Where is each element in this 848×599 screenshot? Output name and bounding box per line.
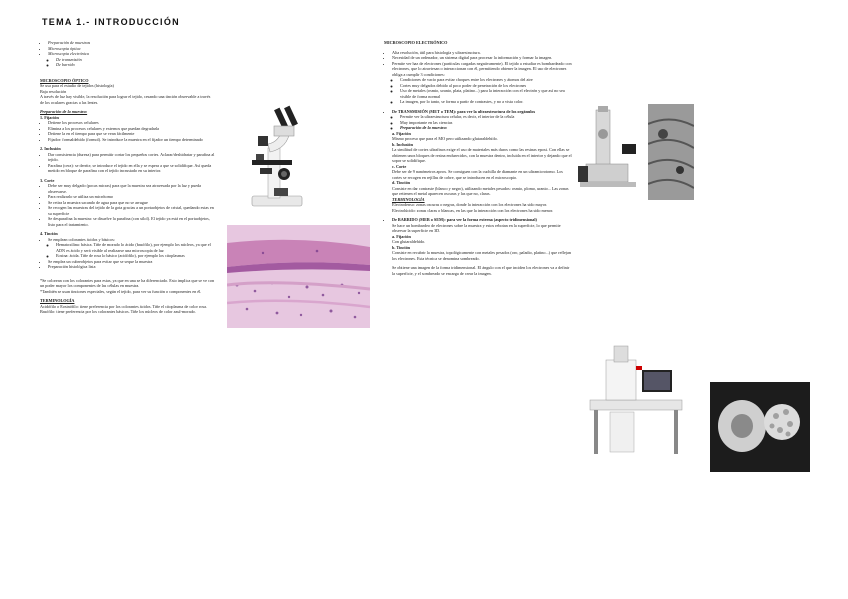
list-item: • Microscopia óptica xyxy=(48,46,215,52)
text-line: Baja resolución xyxy=(40,88,67,94)
list-item: • Preparación de muestras xyxy=(48,40,215,46)
section-title-me: MICROSCOPIO ELECTRÓNICO xyxy=(384,40,448,45)
list-item: ◦ Hematoxilina: básica. Tiñe de morado lo ácido (basófilo), por ejemplo los núcleos, ya que el ADN es ácido y será visible al realizarse una microscopía de luz xyxy=(56,242,215,253)
step-title: a. Fijación xyxy=(392,233,411,239)
intro-list xyxy=(40,40,215,68)
step-title: 1. Fijación xyxy=(40,114,59,120)
list-item: • Microscopia electrónica ◦ De transmisión ◦ De barrido xyxy=(48,51,215,68)
text-line: Consiste en recubrir la muestra, topológicamente con metales pesados (oro, paladio, platino...) que reflejan los electrones. Esta técnica se denomina sombreado. xyxy=(392,250,571,261)
step-title: b. Tinción xyxy=(392,244,411,250)
text-line: Basófilo: tiene preferencia por los colorantes básicos. Tiñe los núcleos de color azul-morado. xyxy=(40,309,196,314)
list-item: • Se retira la muestra sacando de agua para que no se arrugue xyxy=(48,200,215,206)
list-item: ◦ Cortes muy delgados debido al poco poder de penetración de los electrones xyxy=(400,83,572,89)
step-title: b. Inclusión xyxy=(392,141,413,147)
text-line: A través de luz hay visible, la resolución para lograr el tejido, cesando una tinción observable a través de los oculares gracias a las lentes. xyxy=(40,94,211,105)
list-item: • Se emplea un cubreobjetos para evitar que se seque la muestra xyxy=(48,259,215,265)
list-item: ◦ Muy importante en las ciencias xyxy=(400,120,572,126)
list-item: • Para realizarlo se utiliza un micrótomo xyxy=(48,194,215,200)
list-item: • Se desparafina la muestra: se disuelve la parafina (con xilol). El tejido ya está en el portaobjetos, listo para el tratamiento. xyxy=(48,216,215,227)
prep-title: Preparación de la muestra: xyxy=(40,109,88,114)
text-line: Se hace un bombardeo de electrones sobre la muestra y estos rebotan en la superficie, lo que permite observar la superficie en 3D. xyxy=(392,222,561,233)
text-line: Electrodenso: zonas oscuras o negras, donde la interacción con los electrones ha sido mayor. xyxy=(392,202,548,207)
step-title: 4. Tinción xyxy=(40,231,58,236)
list-item: • Debe ser muy delgado (pocas micras) para que la muestra sea atravesada por la luz y pueda observarse. xyxy=(48,183,215,194)
microscope-image xyxy=(228,96,314,214)
step-title: c. Corte xyxy=(392,163,407,169)
note: *Se colorean con los colorantes para estas, ya que en una se ha diferenciado. Esto implica que se ve con un poder mayor los componentes de las células en muestra. xyxy=(40,277,215,288)
note: *También se usan tinciones especiales, según el tejido, para ver su función o componentes en él. xyxy=(40,288,202,294)
text-line: Mismo proceso que para el MO pero utilizando glutaraldehído. xyxy=(392,136,498,141)
list-item: • Preparación histológica lista xyxy=(48,264,215,270)
text-line: Se obtiene una imagen de la forma tridimensional. El ángulo con el que inciden los electrones va a definir la superficie, y el sombreado se encarga de crear la imagen. xyxy=(392,265,570,276)
list-item: • Fijador: formaldehído (formol). Se introduce la muestra en el fijador un tiempo determinado xyxy=(48,137,215,143)
list-item: ◦ Uso de metales (osmio, uranio, plata, platino...) para la interacción con el electrón y que así no sea visible de forma normal xyxy=(400,88,572,99)
list-item: ◦ La imagen, por lo tanto, se forma a partir de contrastes, y no a vista color. xyxy=(400,99,572,105)
right-column xyxy=(384,40,572,276)
text-line: Electrolúcido: zonas claras o blancas, en las que la interacción con los electrones ha sido menor. xyxy=(392,207,554,213)
text-line: Debe ser de 9 nanómetros aprox. Se consiguen con la cuchilla de diamante en un ultramicrotomo. Los cortes se recogen en rejillas de cobre, que se introducen en el microscopio. xyxy=(392,169,563,180)
list-item: • Permite ver haz de electrones (partículas cargadas negativamente). El tejido a estudiar es bombardeado con electrones, que lo atraviesan o interaccionan con él, permitiendo obtener la imagen. El uso de electrones obliga a cumplir 3 condiciones: ◦ Condiciones de vacío para evitar choques entre los electrones y átomos del aire ◦ Cortes muy delgados debido al poco poder de penetración de los electrones ◦ Uso de metales (osmio, uranio, plata, platino...) para la interacción con el electrón y que así no sea visible de forma normal ◦ La imagen, por lo tanto, se forma a partir de contrastes, y no a vista color. xyxy=(392,61,572,105)
list-item: ◦ Condiciones de vacío para evitar choques entre los electrones y átomos del aire xyxy=(400,77,572,83)
step-title: 2. Inclusión xyxy=(40,146,61,151)
text-line: La similitud de cortes ultrafinos exige el uso de materiales más duros como las resinas epoxi. Con ellas se obtienen unos bloques de resina endurecidos, con la muestra dentro, incluida en el interior y dejando que el sopor se solidifique. xyxy=(392,147,572,163)
list-item: • Detiene los procesos celulares xyxy=(48,120,215,126)
sem-image xyxy=(710,382,810,472)
text-line: Con glutaraldehído. xyxy=(392,239,426,244)
list-item: • Detiene la en el tiempo para que se vean fácilmente xyxy=(48,131,215,137)
sem-microscope-image xyxy=(580,340,692,458)
page-title: TEMA 1.- INTRODUCCIÓN xyxy=(42,17,180,27)
list-item: • Elimina a los procesos celulares y externos que puedan degradarla xyxy=(48,126,215,132)
list-item: • Dar consistencia (dureza) para permitir cortar los pequeños cortes. Aclarar/deshidratar y parafina al tejido. xyxy=(48,152,215,163)
tem-microscope-image xyxy=(576,104,638,194)
step-title: 3. Corte xyxy=(40,177,55,183)
tem-image xyxy=(648,104,694,200)
list-item: • Alta resolución, útil para histología y ultraestructura. xyxy=(392,50,572,56)
list-item: • De TRANSMISIÓN (MET o TEM): para ver la ultraestructura de los orgánulos ◦ Permite ver la ultraestructura celular, es decir, el interior de la célula ◦ Muy importante en las ciencias ◦ Preparación de la muestra: xyxy=(392,109,572,131)
list-item: ◦ De barrido xyxy=(56,62,215,68)
text-line: Consiste en dar contraste (blanco y negro), utilizando metales pesados: osmio, plomo, uranio... Las zonas que retienen el metal aparecen oscuras y las que no, claras. xyxy=(392,185,569,196)
text-line: Acidófilo o Eosinófilo: tiene preferencia por los colorantes ácidos. Tiñe el citoplasma de color rosa. xyxy=(40,303,207,309)
text-line: Se usa para el estudio de tejidos (histología) xyxy=(40,83,114,88)
list-item: ◦ Eosina: ácida. Tiñe de rosa lo básico (acidófilo), por ejemplo los citoplasmas xyxy=(56,253,215,259)
list-item: • Se recogen las muestras del tejido de la gota gracias a un portaobjetos de cristal, quedando estas en su superficie xyxy=(48,205,215,216)
list-item: ◦ Permite ver la ultraestructura celular, es decir, el interior de la célula xyxy=(400,114,572,120)
list-item: • Se emplean colorantes ácidos y básicos: ◦ Hematoxilina: básica. Tiñe de morado lo ácido (basófilo), por ejemplo los núcleos, ya que el ADN es ácido y será visible al realizarse una microscopía de luz ◦ Eosina: ácida. Tiñe de rosa lo básico (acidófilo), por ejemplo los citoplasmas xyxy=(48,237,215,259)
histology-image xyxy=(227,225,370,328)
step-title: a. Fijación xyxy=(392,130,411,136)
step-title: d. Tinción xyxy=(392,180,411,185)
terminology-title: TERMINOLOGÍA xyxy=(40,298,75,303)
list-item: • Parafina (cera): se derrite, se introduce el tejido en ella y se espera a que se solidifique. Así queda metido en bloque de parafina con el tejido incrustado en su interior. xyxy=(48,163,215,174)
section-title-mo: MICROSCOPIO ÓPTICO xyxy=(40,77,89,83)
list-item: • Necesidad de un ordenador, un sistema digital para procesar la información y formar la imagen. xyxy=(392,55,572,61)
list-item: ◦ De transmisión xyxy=(56,57,215,63)
terminology-title: TERMINOLOGÍA xyxy=(392,196,425,202)
left-column xyxy=(40,40,215,315)
list-item: ◦ Preparación de la muestra: xyxy=(400,125,572,131)
list-item: • De BARRIDO (MEB o SEM): para ver la forma externa (aspecto tridimensional) xyxy=(392,217,572,223)
